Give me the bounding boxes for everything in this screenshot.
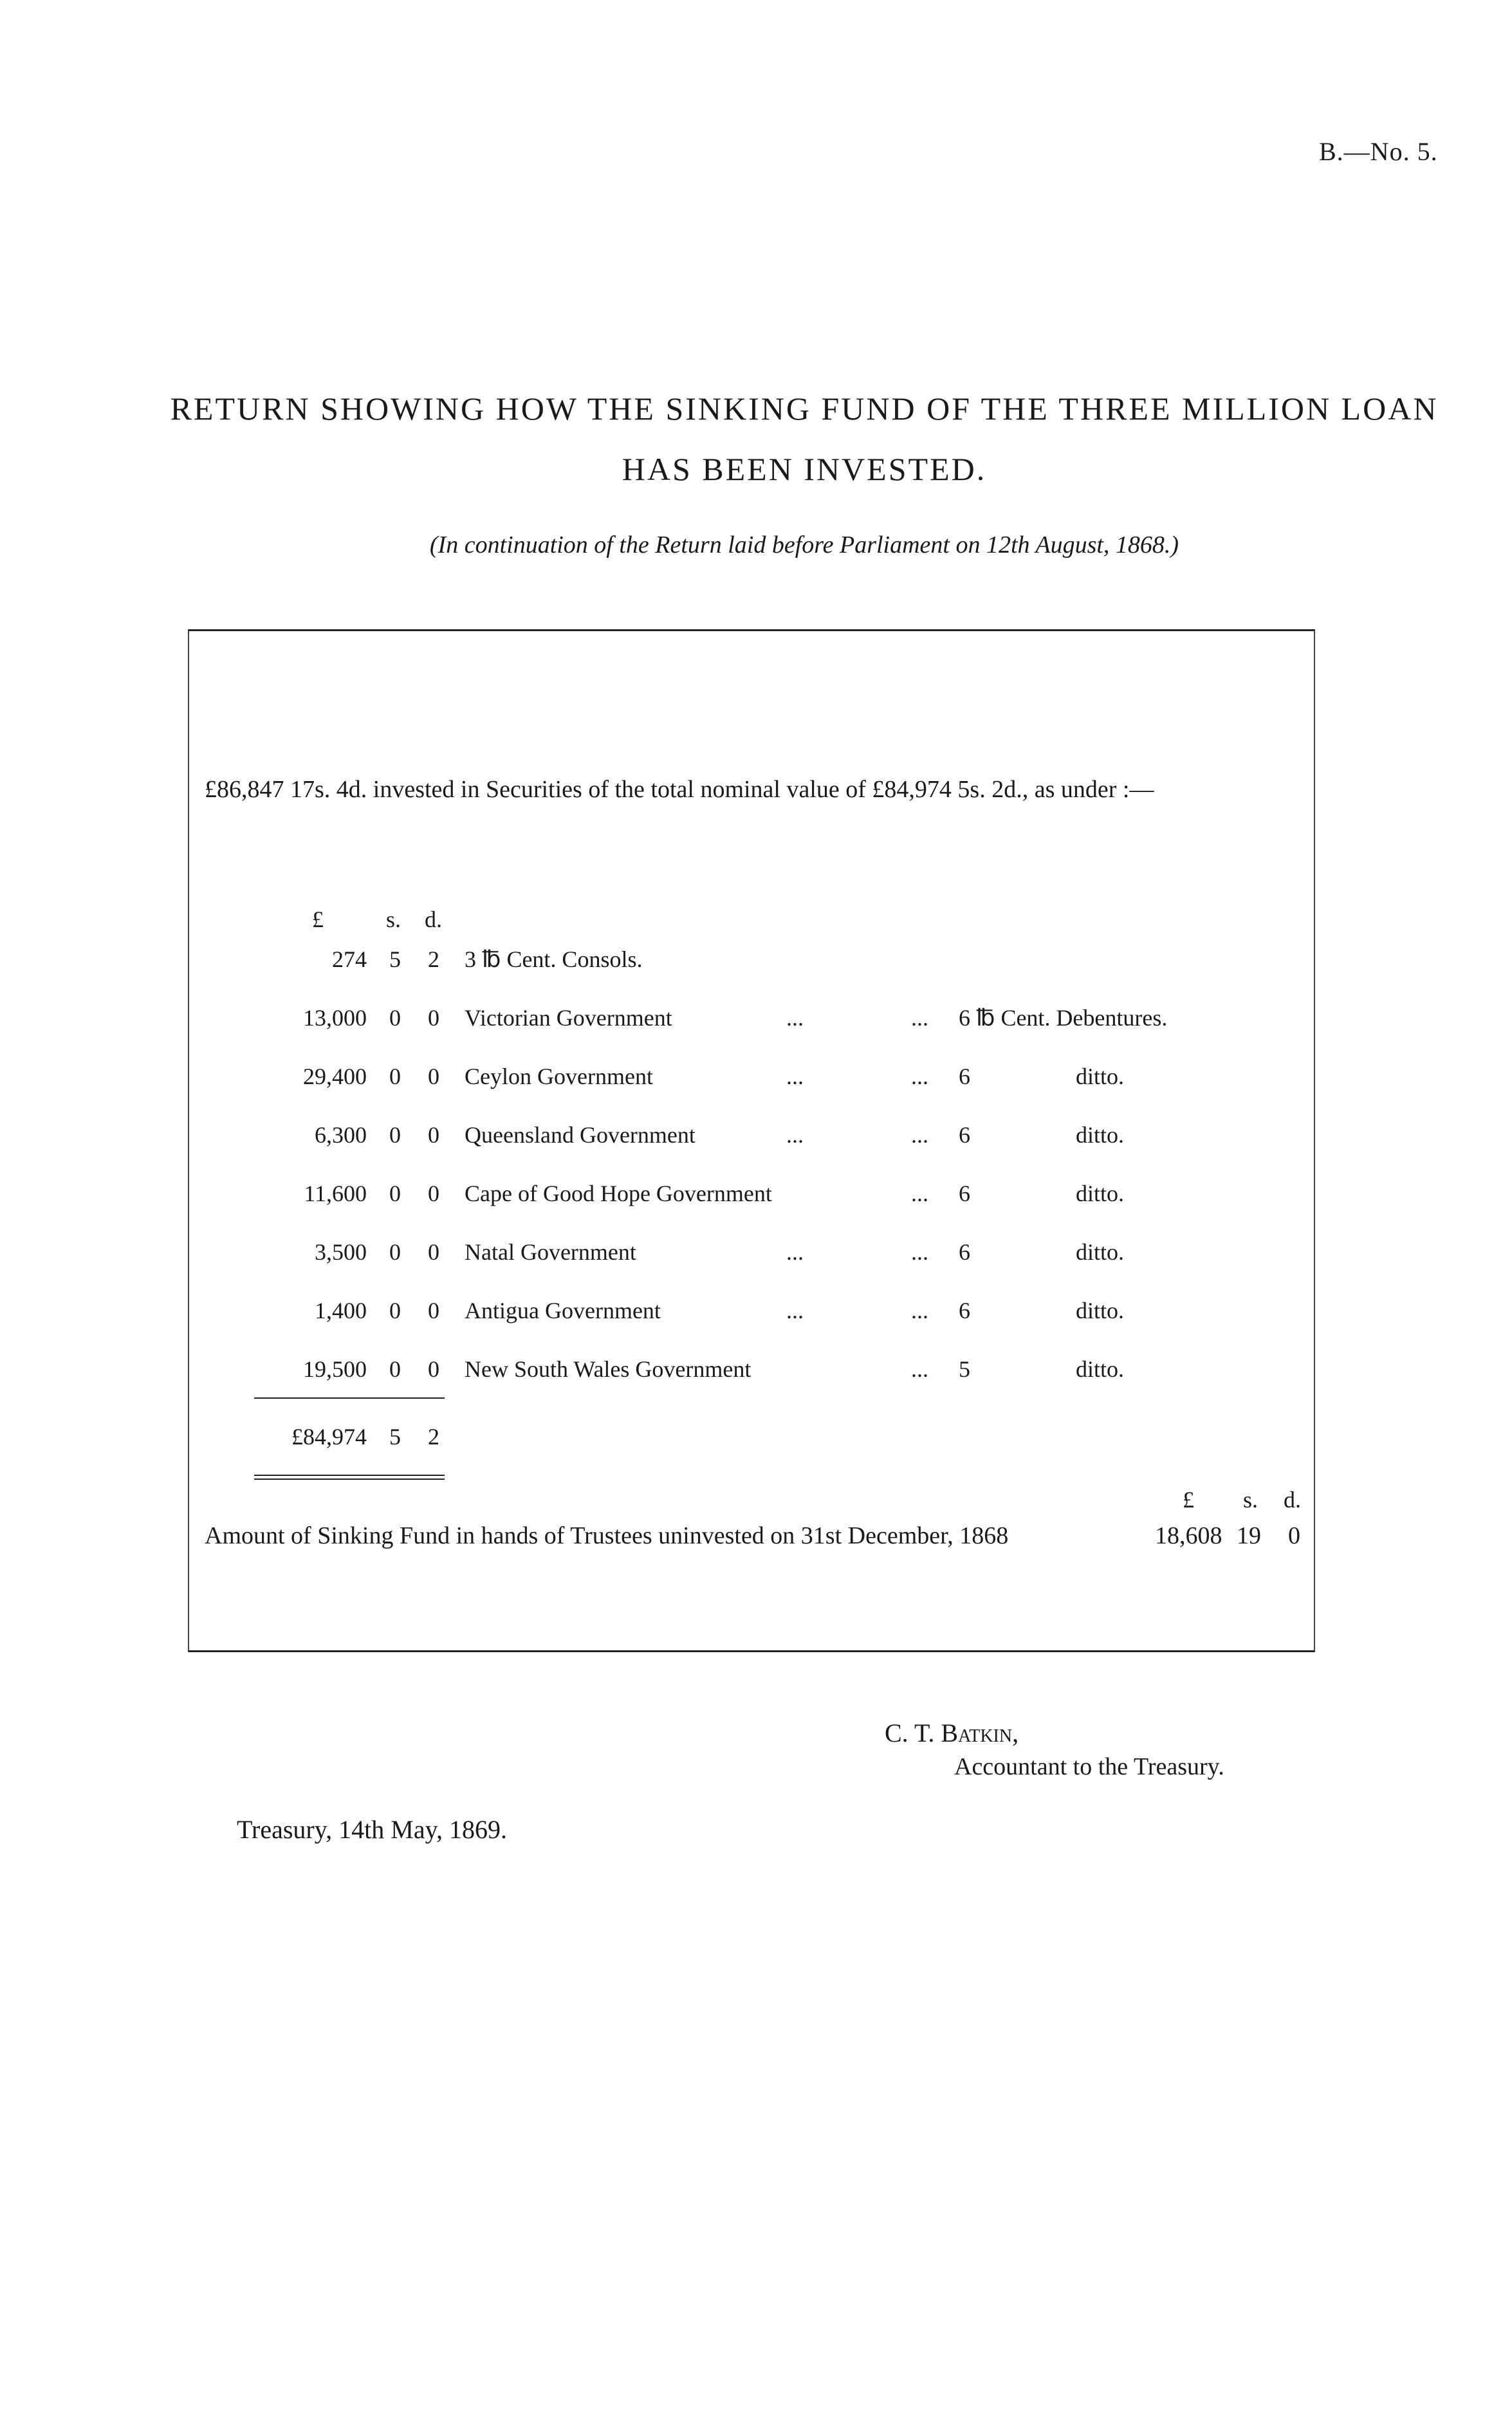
investment-summary: £86,847 17s. 4d. invested in Securities of the total nominal value of £84,974 5s. 2d., as under :— bbox=[205, 776, 1154, 803]
row-description: Queensland Government bbox=[465, 1122, 696, 1148]
row-rate: 5 bbox=[959, 1356, 970, 1382]
row-leader-dots: ... bbox=[911, 1181, 928, 1206]
row-pounds: 274 bbox=[332, 946, 367, 972]
row-rate: 6 ℔ Cent. Debentures. bbox=[959, 1005, 1168, 1031]
row-shillings: 0 bbox=[389, 1356, 401, 1382]
row-kind: ditto. bbox=[1076, 1239, 1125, 1265]
row-leader-dots: ... bbox=[786, 1298, 804, 1323]
row-pounds: 29,400 bbox=[303, 1064, 367, 1089]
column-header-pounds: £ bbox=[312, 907, 324, 932]
row-rate: 6 bbox=[959, 1239, 970, 1265]
row-pounds: 6,300 bbox=[315, 1122, 367, 1148]
total-pence: 2 bbox=[428, 1424, 439, 1450]
row-kind: ditto. bbox=[1076, 1356, 1125, 1382]
total-rule-top bbox=[254, 1397, 445, 1399]
row-leader-dots: ... bbox=[911, 1064, 928, 1089]
row-description: 3 ℔ Cent. Consols. bbox=[465, 946, 643, 972]
row-kind: ditto. bbox=[1076, 1122, 1125, 1148]
row-kind: ditto. bbox=[1076, 1298, 1125, 1323]
row-kind: ditto. bbox=[1076, 1064, 1125, 1089]
row-pounds: 3,500 bbox=[315, 1239, 367, 1265]
row-pence: 0 bbox=[428, 1356, 439, 1382]
row-pence: 0 bbox=[428, 1064, 439, 1089]
uninvested-header-shillings: s. bbox=[1243, 1487, 1258, 1513]
total-shillings: 5 bbox=[389, 1424, 401, 1450]
signatory-surname: Batkin, bbox=[941, 1718, 1019, 1747]
row-shillings: 0 bbox=[389, 1298, 401, 1323]
column-header-shillings: s. bbox=[386, 907, 401, 932]
uninvested-shillings: 19 bbox=[1237, 1522, 1261, 1549]
row-pence: 0 bbox=[428, 1122, 439, 1148]
row-rate: 6 bbox=[959, 1122, 970, 1148]
total-rule-bottom-1 bbox=[254, 1475, 445, 1476]
row-pence: 2 bbox=[428, 946, 439, 972]
uninvested-header-pence: d. bbox=[1284, 1487, 1301, 1513]
document-title-line-2: HAS BEEN INVESTED. bbox=[622, 451, 987, 487]
row-leader-dots: ... bbox=[786, 1122, 804, 1148]
row-leader-dots: ... bbox=[786, 1064, 804, 1089]
row-pence: 0 bbox=[428, 1239, 439, 1265]
column-header-pence: d. bbox=[425, 907, 442, 932]
uninvested-pence: 0 bbox=[1288, 1522, 1300, 1549]
row-shillings: 0 bbox=[389, 1005, 401, 1031]
row-rate: 6 bbox=[959, 1298, 970, 1323]
row-leader-dots: ... bbox=[911, 1356, 928, 1382]
uninvested-pounds: 18,608 bbox=[1155, 1522, 1222, 1549]
row-rate: 6 bbox=[959, 1064, 970, 1089]
uninvested-header-pounds: £ bbox=[1183, 1487, 1194, 1513]
row-pence: 0 bbox=[428, 1298, 439, 1323]
row-leader-dots: ... bbox=[911, 1122, 928, 1148]
row-shillings: 0 bbox=[389, 1239, 401, 1265]
row-shillings: 0 bbox=[389, 1064, 401, 1089]
row-pounds: 19,500 bbox=[303, 1356, 367, 1382]
row-kind: ditto. bbox=[1076, 1181, 1125, 1206]
row-leader-dots: ... bbox=[911, 1239, 928, 1265]
total-rule-bottom-2 bbox=[254, 1479, 445, 1480]
signatory-name bbox=[885, 1718, 1019, 1748]
row-rate: 6 bbox=[959, 1181, 970, 1206]
row-pounds: 1,400 bbox=[315, 1298, 367, 1323]
signatory-initials: C. T. bbox=[885, 1718, 941, 1747]
row-pence: 0 bbox=[428, 1181, 439, 1206]
row-description: Cape of Good Hope Government bbox=[465, 1181, 772, 1206]
total-pounds: £84,974 bbox=[291, 1424, 367, 1450]
uninvested-description: Amount of Sinking Fund in hands of Trustees uninvested on 31st December, 1868 bbox=[205, 1522, 1009, 1549]
row-leader-dots: ... bbox=[786, 1005, 804, 1031]
row-description: Ceylon Government bbox=[465, 1064, 653, 1089]
row-shillings: 0 bbox=[389, 1122, 401, 1148]
document-title-line-1: RETURN SHOWING HOW THE SINKING FUND OF THE THREE MILLION LOAN bbox=[170, 391, 1439, 427]
row-pounds: 13,000 bbox=[303, 1005, 367, 1031]
signatory-title: Accountant to the Treasury. bbox=[954, 1753, 1224, 1780]
row-description: Natal Government bbox=[465, 1239, 636, 1265]
row-description: Antigua Government bbox=[465, 1298, 661, 1323]
row-pounds: 11,600 bbox=[304, 1181, 367, 1206]
row-shillings: 5 bbox=[389, 946, 401, 972]
row-pence: 0 bbox=[428, 1005, 439, 1031]
place-and-date: Treasury, 14th May, 1869. bbox=[237, 1815, 507, 1844]
row-leader-dots: ... bbox=[911, 1298, 928, 1323]
row-description: New South Wales Government bbox=[465, 1356, 751, 1382]
row-description: Victorian Government bbox=[465, 1005, 672, 1031]
page-reference: B.—No. 5. bbox=[1319, 137, 1438, 166]
document-subtitle: (In continuation of the Return laid before Parliament on 12th August, 1868.) bbox=[429, 531, 1179, 558]
row-leader-dots: ... bbox=[786, 1239, 804, 1265]
row-shillings: 0 bbox=[389, 1181, 401, 1206]
row-leader-dots: ... bbox=[911, 1005, 928, 1031]
